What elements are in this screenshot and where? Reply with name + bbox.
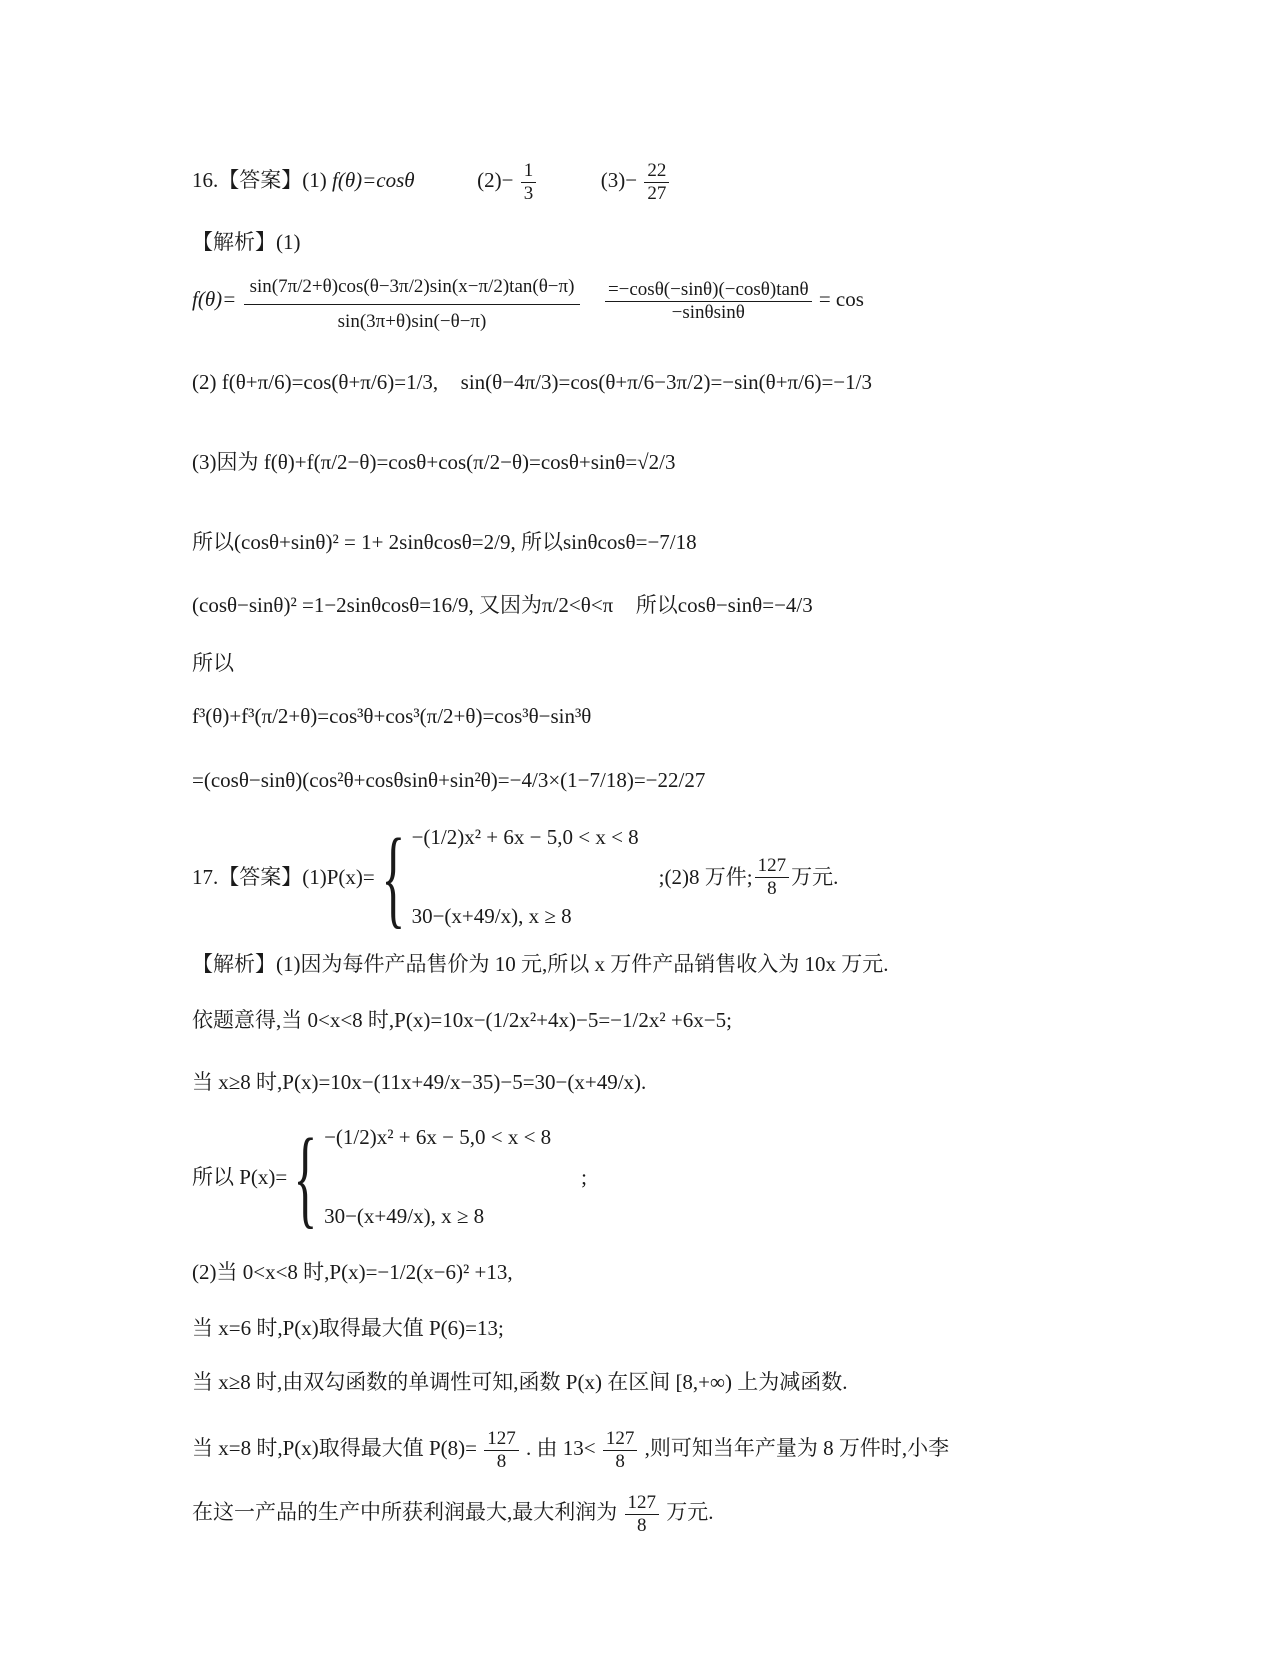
q16-answer1: f(θ)=cosθ <box>332 168 415 193</box>
q17-a4-tail: ; <box>581 1164 588 1189</box>
q17-a4-brace: { <box>293 1116 318 1238</box>
q17-a8-line <box>192 1428 949 1473</box>
q17-a9-2: 万元. <box>666 1500 714 1525</box>
q17-answer-fraction <box>755 855 790 900</box>
q16-answer2-prefix: (2)− <box>477 168 514 193</box>
q17-brace: { <box>381 816 406 938</box>
q16-answer-line <box>192 160 671 205</box>
q17-a9-1: 在这一产品的生产中所获利润最大,最大利润为 <box>192 1500 618 1525</box>
q16-answer3-fraction <box>644 160 669 205</box>
q17-a8-frac1-den: 8 <box>496 1450 507 1472</box>
q16-p2-text1: f(θ+π/6)=cos(θ+π/6)=1/3, <box>221 370 439 394</box>
q17-answer-unit: 万元. <box>791 864 839 889</box>
q16-answer-head: 16.【答案】(1) <box>192 168 327 193</box>
q17-a8-fraction2 <box>603 1428 638 1473</box>
q16-answer2-num: 1 <box>521 160 537 183</box>
q16-p3-label: (3)因为 <box>192 450 259 474</box>
q17-a8-frac2-num: 127 <box>603 1428 638 1451</box>
q16-p1-lhs: f(θ)= <box>192 287 237 312</box>
q16-p5-text1: (cosθ−sinθ)² =1−2sinθcosθ=16/9, <box>192 593 474 617</box>
q16-p8-line: =(cosθ−sinθ)(cos²θ+cosθsinθ+sin²θ)=−4/3×(1−7/18)=−22/27 <box>192 768 706 792</box>
q17-a8-frac1-num: 127 <box>484 1428 519 1451</box>
q17-a4-line <box>192 1116 588 1238</box>
q17-a7: 当 x≥8 时,由双勾函数的单调性可知,函数 P(x) 在区间 [8,+∞) 上为减函数. <box>192 1370 848 1394</box>
q16-p1-formula <box>192 270 864 333</box>
q16-p4-text2: 所以sinθcosθ=−7/18 <box>520 530 697 554</box>
q16-p1-num2: =−cosθ(−sinθ)(−cosθ)tanθ <box>605 279 812 302</box>
q17-case2: 30−(x+49/x), x ≥ 8 <box>411 904 572 928</box>
q16-p1-den: sin(3π+θ)sin(−θ−π) <box>337 310 487 332</box>
q16-p3-line <box>192 452 676 473</box>
q17-answer-frac-den: 8 <box>767 877 777 899</box>
q17-a8-1: 当 x=8 时,P(x)取得最大值 P(8)= <box>192 1436 478 1461</box>
q16-p4-line <box>192 532 697 553</box>
q16-p1-fraction2 <box>605 279 812 324</box>
q16-analysis-head: 【解析】(1) <box>192 230 301 254</box>
q16-p1-fraction <box>244 270 581 333</box>
q17-a2: 依题意得,当 0<x<8 时,P(x)=10x−(1/2x²+4x)−5=−1/2x² +6x−5; <box>192 1008 732 1032</box>
q17-answer-head: 17.【答案】(1) <box>192 864 327 889</box>
q16-answer2-den: 3 <box>523 182 534 204</box>
q16-p7-line: f³(θ)+f³(π/2+θ)=cos³θ+cos³(π/2+θ)=cos³θ−sin³θ <box>192 704 592 728</box>
q17-answer-tail: ;(2)8 万件; <box>658 864 753 889</box>
q16-p1-den2: −sinθsinθ <box>671 301 745 323</box>
q17-answer-line <box>192 816 839 938</box>
q16-p5-text2: 又因为π/2<θ<π <box>478 593 614 617</box>
q16-p5-line <box>192 595 813 616</box>
q16-answer3-num: 22 <box>644 160 669 183</box>
q16-p1-num: sin(7π/2+θ)cos(θ−3π/2)sin(x−π/2)tan(θ−π) <box>244 270 581 305</box>
q17-a4-cases <box>324 1127 551 1227</box>
q16-p3-text: f(θ)+f(π/2−θ)=cosθ+cos(π/2−θ)=cosθ+sinθ=√2/3 <box>263 450 676 474</box>
q17-a4-prefix: 所以 P(x)= <box>192 1164 288 1189</box>
q16-answer3-den: 27 <box>647 182 667 204</box>
q17-a9-frac-den: 8 <box>637 1514 647 1536</box>
q16-answer3-prefix: (3)− <box>600 168 638 193</box>
q17-a9-fraction <box>625 1492 660 1537</box>
q17-a5: (2)当 0<x<8 时,P(x)=−1/2(x−6)² +13, <box>192 1260 513 1284</box>
q17-a8-3: ,则可知当年产量为 8 万件时,小李 <box>644 1436 950 1461</box>
q16-p2-text2: sin(θ−4π/3)=cos(θ+π/6−3π/2)=−sin(θ+π/6)=−1/3 <box>460 370 872 394</box>
q16-p4-text1: 所以(cosθ+sinθ)² = 1+ 2sinθcosθ=2/9, <box>192 530 516 554</box>
q17-a4-case2: 30−(x+49/x), x ≥ 8 <box>324 1204 485 1228</box>
q17-a4-case1: −(1/2)x² + 6x − 5,0 < x < 8 <box>324 1125 552 1149</box>
q17-a8-fraction1 <box>484 1428 519 1473</box>
q17-a1: 【解析】(1)因为每件产品售价为 10 元,所以 x 万件产品销售收入为 10x 万元. <box>192 952 889 976</box>
q17-a3: 当 x≥8 时,P(x)=10x−(11x+49/x−35)−5=30−(x+49/x). <box>192 1070 647 1094</box>
q17-cases <box>412 827 639 927</box>
q16-p5-text3: 所以cosθ−sinθ=−4/3 <box>635 593 813 617</box>
q17-a8-2: . 由 13< <box>526 1436 596 1461</box>
q16-answer2-fraction <box>521 160 537 205</box>
q17-a9-line <box>192 1492 714 1537</box>
q16-p1-tail: = cos <box>818 287 864 312</box>
q17-case1: −(1/2)x² + 6x − 5,0 < x < 8 <box>411 825 639 849</box>
q17-answer-frac-num: 127 <box>755 855 790 878</box>
q17-a6: 当 x=6 时,P(x)取得最大值 P(6)=13; <box>192 1316 504 1340</box>
q16-p2-label: (2) <box>192 370 217 394</box>
q17-a8-frac2-den: 8 <box>615 1450 625 1472</box>
q17-px: P(x)= <box>326 864 375 889</box>
q16-p6-line: 所以 <box>192 651 234 675</box>
q17-a9-frac-num: 127 <box>625 1492 660 1515</box>
q16-p2-line <box>192 372 872 393</box>
